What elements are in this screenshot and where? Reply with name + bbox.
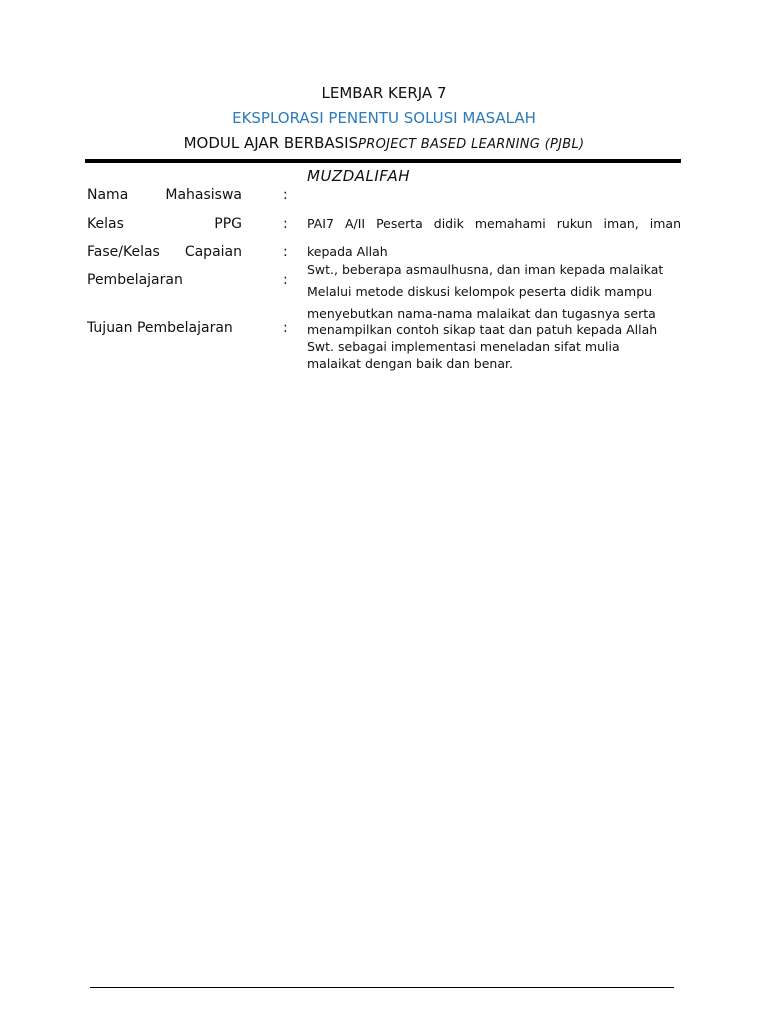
tujuan-line-2: menampilkan contoh sikap taat dan patuh kepada Allah xyxy=(307,322,658,337)
fase-value: kepada Allah xyxy=(307,244,388,259)
tujuan-label: Tujuan Pembelajaran xyxy=(87,320,233,336)
worksheet-subtitle: EKSPLORASI PENENTU SOLUSI MASALAH xyxy=(232,109,536,127)
kelas-colon: : xyxy=(283,216,288,232)
pembelajaran-label: Pembelajaran xyxy=(87,272,183,288)
nama-label: Nama Mahasiswa xyxy=(87,187,242,203)
tujuan-line-3: Swt. sebagai implementasi meneladan sifat mulia xyxy=(307,339,620,354)
module-title-italic: PROJECT BASED LEARNING (PJBL) xyxy=(358,137,585,152)
nama-colon: : xyxy=(283,187,288,203)
pembelajaran-value: Swt., beberapa asmaulhusna, dan iman kepada malaikat xyxy=(307,262,664,277)
nama-value: MUZDALIFAH xyxy=(307,167,411,185)
tujuan-line-4: malaikat dengan baik dan benar. xyxy=(307,356,513,371)
kelas-label: Kelas PPG xyxy=(87,216,242,232)
header-divider xyxy=(85,159,681,163)
fase-label: Fase/Kelas Capaian xyxy=(87,244,242,260)
tujuan-line-1: menyebutkan nama-nama malaikat dan tugasnya serta xyxy=(307,306,656,321)
module-title-regular: MODUL AJAR BERBASIS xyxy=(183,134,359,152)
tujuan-intro: Melalui metode diskusi kelompok peserta didik mampu xyxy=(307,284,653,299)
kelas-value: PAI7 A/II Peserta didik memahami rukun iman, iman xyxy=(307,216,681,231)
module-title xyxy=(0,133,768,155)
pembelajaran-colon: : xyxy=(283,272,288,288)
fase-colon: : xyxy=(283,244,288,260)
worksheet-title: LEMBAR KERJA 7 xyxy=(321,84,447,102)
footer-divider xyxy=(90,987,674,988)
tujuan-colon: : xyxy=(283,320,288,336)
